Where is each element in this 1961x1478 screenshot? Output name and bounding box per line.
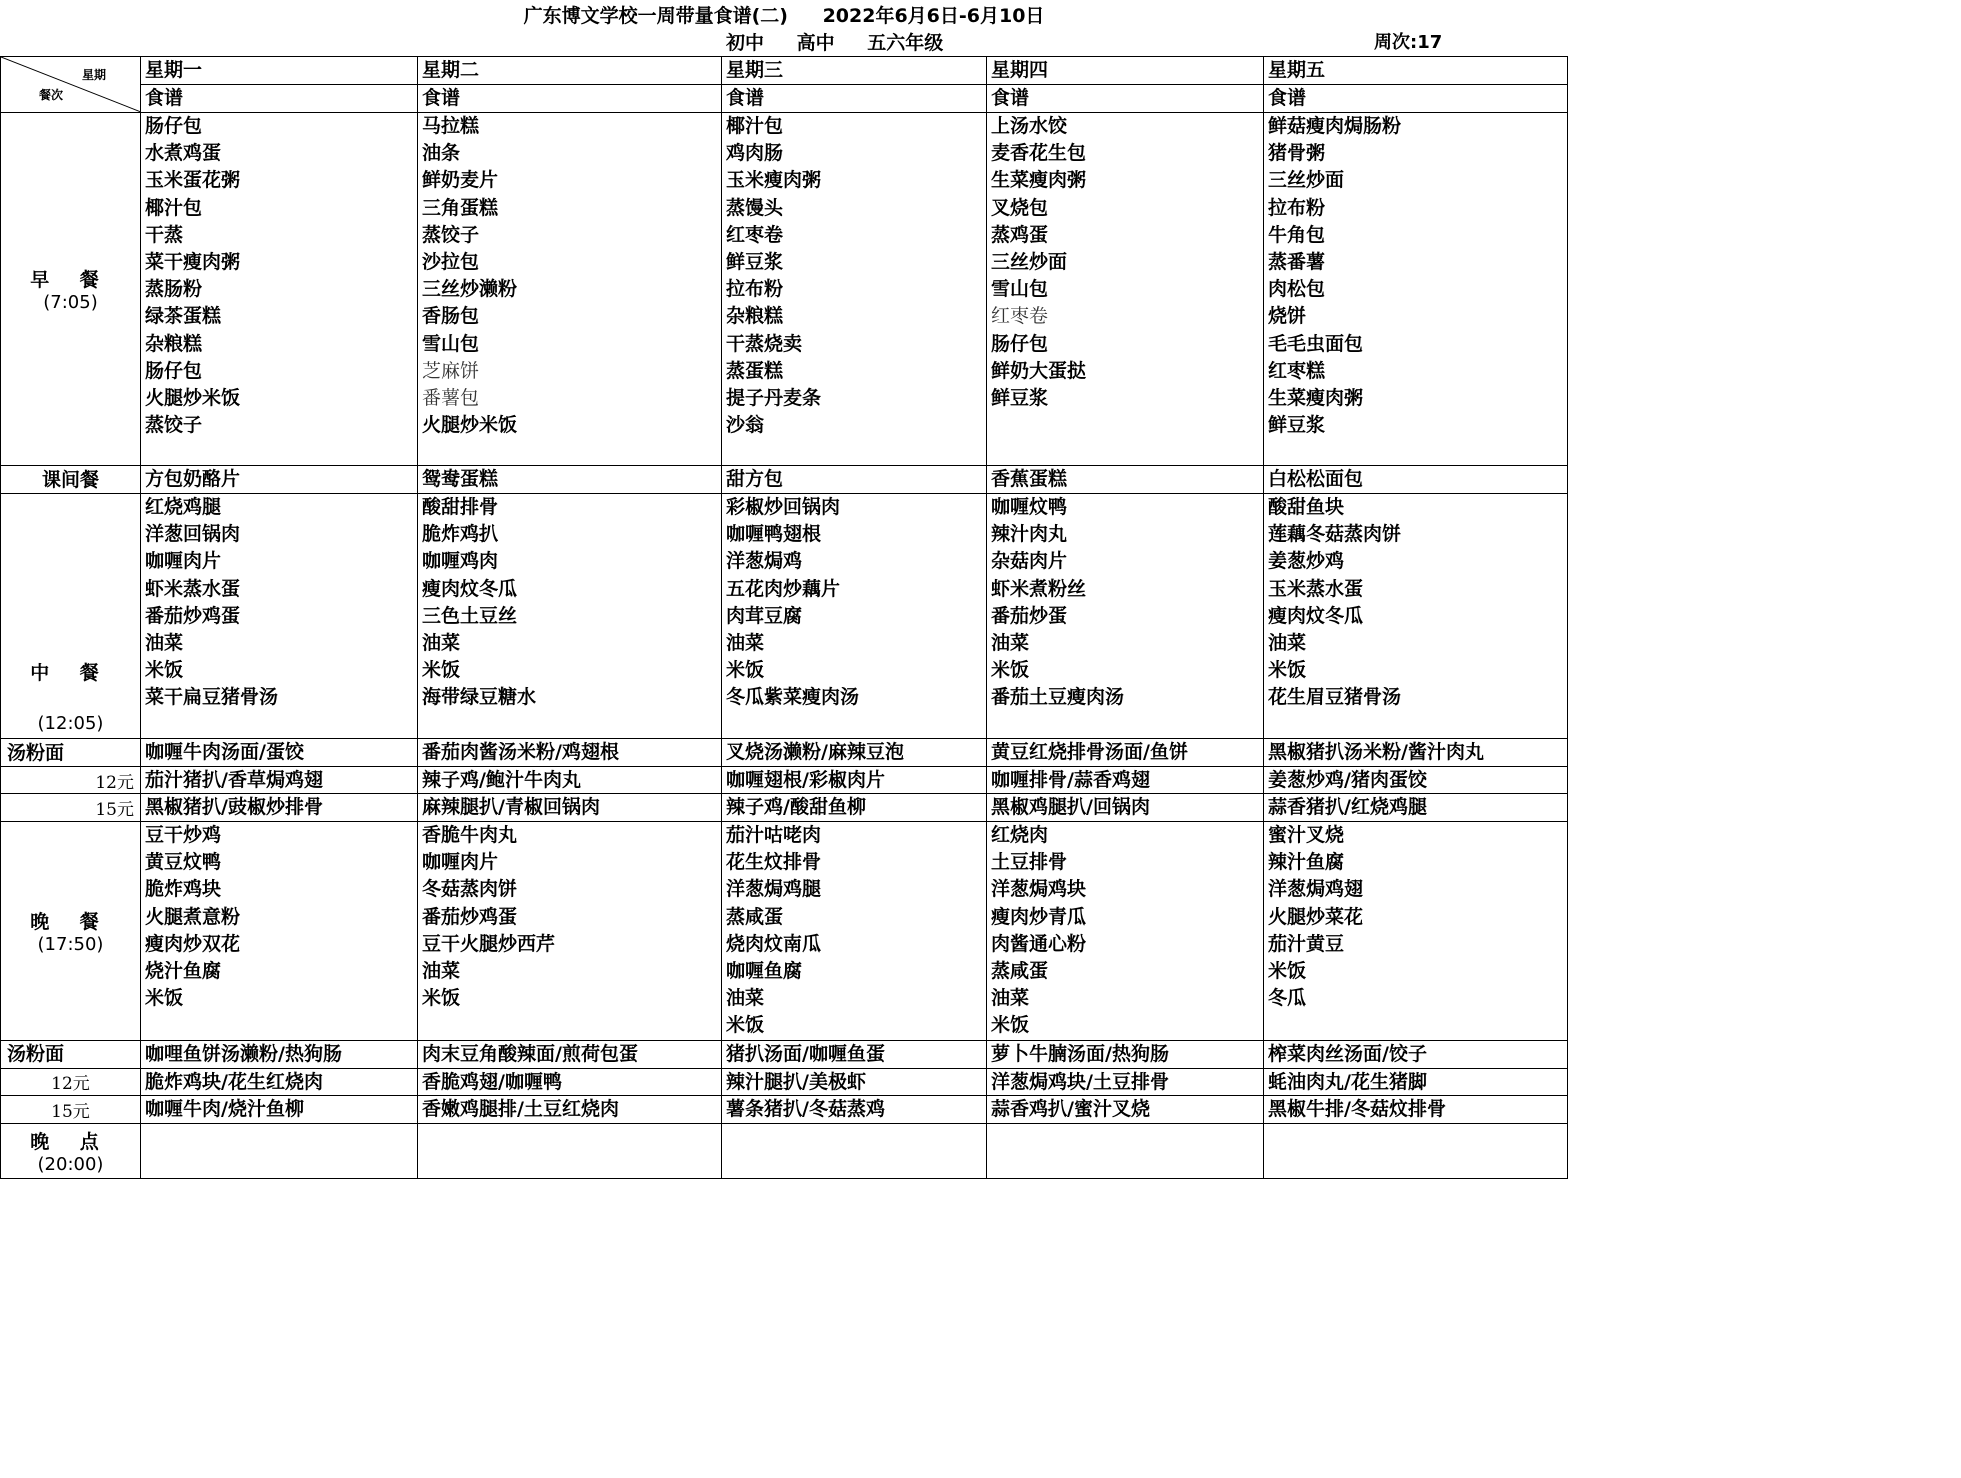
- lunch-noodle-label: 汤粉面: [1, 739, 141, 767]
- dish-item: 鲜豆浆: [991, 386, 1049, 409]
- lunch-menu: [722, 494, 987, 739]
- dish-item: 花生炆排骨: [726, 851, 822, 874]
- recipe-header: 食谱: [722, 85, 987, 113]
- dish-item: 干蒸: [145, 223, 184, 246]
- dinner-15-item: 黑椒牛排/冬菇炆排骨: [1264, 1095, 1568, 1123]
- dish-item: 雪山包: [422, 332, 480, 355]
- recipe-header: 食谱: [141, 85, 418, 113]
- dish-item: 烧肉炆南瓜: [726, 932, 822, 955]
- dish-item: 蒸饺子: [145, 414, 203, 437]
- dish-item: 提子丹麦条: [726, 386, 822, 409]
- dish-item: 香肠包: [422, 305, 480, 328]
- dish-item: 肠仔包: [145, 115, 203, 137]
- dish-item: 麦香花生包: [991, 142, 1087, 165]
- dish-item: 咖喱肉片: [145, 550, 222, 573]
- dish-item: 鲜奶麦片: [422, 169, 499, 192]
- dinner-label: [1, 822, 141, 1041]
- breakfast-menu: [722, 113, 987, 466]
- dish-item: 米饭: [991, 659, 1030, 682]
- dish-item: 洋葱焗鸡腿: [726, 878, 822, 901]
- day-header: 星期四: [987, 57, 1264, 85]
- dinner-price-15: 15元: [1, 1095, 141, 1123]
- snack-item: 鸳鸯蛋糕: [418, 466, 722, 494]
- meal-time: (12:05): [37, 713, 104, 734]
- night-snack-label: [1, 1123, 141, 1178]
- grade-label: 初中: [726, 32, 765, 54]
- night-snack-cell: [987, 1123, 1264, 1178]
- dish-item: 咖喱炆鸭: [991, 496, 1068, 518]
- breakfast-menu: [1264, 113, 1568, 466]
- dish-item: 叉烧包: [991, 196, 1049, 219]
- dish-item: 肠仔包: [991, 332, 1049, 355]
- lunch-label: [1, 494, 141, 739]
- dish-item: 油菜: [726, 631, 765, 654]
- dinner-menu: [141, 822, 418, 1041]
- dish-item: 油菜: [991, 631, 1030, 654]
- dish-item: 菜干扁豆猪骨汤: [145, 686, 279, 709]
- corner-meal-label: 餐次: [39, 88, 64, 102]
- dish-item: 黄豆炆鸭: [145, 851, 222, 874]
- dish-item: 米饭: [145, 659, 184, 682]
- day-header: 星期三: [722, 57, 987, 85]
- dish-item: 上汤水饺: [991, 115, 1068, 137]
- dish-item: 番茄炒鸡蛋: [422, 905, 518, 928]
- lunch-15-item: 黑椒猪扒/豉椒炒排骨: [141, 794, 418, 822]
- lunch-menu: [141, 494, 418, 739]
- breakfast-label: [1, 113, 141, 466]
- dish-item: 辣汁肉丸: [991, 523, 1068, 546]
- lunch-price-15: 15元: [1, 794, 141, 822]
- dinner-15-item: 咖喱牛肉/烧汁鱼柳: [141, 1095, 418, 1123]
- dish-item: 椰汁包: [726, 115, 784, 137]
- meal-name: 晚 餐: [30, 910, 111, 933]
- dish-item: 洋葱焗鸡块: [991, 878, 1087, 901]
- lunch-15-item: 辣子鸡/酸甜鱼柳: [722, 794, 987, 822]
- lunch-noodle-item: 黑椒猪扒汤米粉/酱汁肉丸: [1264, 739, 1568, 767]
- dish-item: 芝麻饼: [422, 359, 480, 382]
- day-header: 星期一: [141, 57, 418, 85]
- snack-item: 甜方包: [722, 466, 987, 494]
- dish-item: 瘦肉炒双花: [145, 932, 241, 955]
- lunch-12-item: 咖喱翅根/彩椒肉片: [722, 767, 987, 794]
- snack-item: 香蕉蛋糕: [987, 466, 1264, 494]
- dish-item: 辣汁鱼腐: [1268, 851, 1345, 874]
- dish-item: 鲜奶大蛋挞: [991, 359, 1087, 382]
- dish-item: 莲藕冬菇蒸肉饼: [1268, 523, 1402, 546]
- meal-name: 晚 点: [30, 1130, 111, 1153]
- grade-list: [726, 31, 969, 55]
- dish-item: 三角蛋糕: [422, 196, 499, 219]
- dish-item: 火腿炒米饭: [422, 414, 518, 437]
- meal-name: 中 餐: [30, 662, 111, 684]
- dish-item: 猪骨粥: [1268, 142, 1326, 165]
- dinner-12-item: 脆炸鸡块/花生红烧肉: [141, 1068, 418, 1095]
- dish-item: 红枣卷: [991, 305, 1049, 328]
- dish-item: 蒸肠粉: [145, 278, 203, 301]
- dish-item: 油菜: [145, 631, 184, 654]
- dish-item: 红烧肉: [991, 824, 1049, 846]
- dinner-noodle-item: 萝卜牛腩汤面/热狗肠: [987, 1040, 1264, 1068]
- dish-item: 油菜: [422, 959, 461, 982]
- lunch-15-item: 蒜香猪扒/红烧鸡腿: [1264, 794, 1568, 822]
- dish-item: 豆干火腿炒西芹: [422, 932, 556, 955]
- dish-item: 肉酱通心粉: [991, 932, 1087, 955]
- dish-item: 蒸番薯: [1268, 250, 1326, 273]
- dish-item: 虾米蒸水蛋: [145, 577, 241, 600]
- dish-item: 火腿炒米饭: [145, 386, 241, 409]
- dish-item: 番茄土豆瘦肉汤: [991, 686, 1125, 709]
- dinner-12-item: 辣汁腿扒/美极虾: [722, 1068, 987, 1095]
- dish-item: 米饭: [145, 987, 184, 1010]
- day-header: 星期五: [1264, 57, 1568, 85]
- dish-item: 火腿煮意粉: [145, 905, 241, 928]
- dish-item: 生菜瘦肉粥: [1268, 386, 1364, 409]
- lunch-15-item: 麻辣腿扒/青椒回锅肉: [418, 794, 722, 822]
- dish-item: 彩椒炒回锅肉: [726, 496, 841, 518]
- dish-item: 蒸馒头: [726, 196, 784, 219]
- lunch-menu: [418, 494, 722, 739]
- dish-item: 菜干瘦肉粥: [145, 250, 241, 273]
- week-number: 周次:17: [1374, 32, 1443, 53]
- lunch-noodle-item: 黄豆红烧排骨汤面/鱼饼: [987, 739, 1264, 767]
- dish-item: 脆炸鸡块: [145, 878, 222, 901]
- dish-item: 肉茸豆腐: [726, 604, 803, 627]
- dish-item: 豆干炒鸡: [145, 824, 222, 846]
- dish-item: 油菜: [991, 987, 1030, 1010]
- dish-item: 洋葱焗鸡翅: [1268, 878, 1364, 901]
- corner-header: [1, 57, 141, 113]
- dish-item: 杂粮糕: [145, 332, 203, 355]
- dish-item: 蒸咸蛋: [991, 959, 1049, 982]
- menu-table: [0, 56, 1568, 1179]
- dish-item: 拉布粉: [1268, 196, 1326, 219]
- dish-item: 冬菇蒸肉饼: [422, 878, 518, 901]
- dinner-noodle-item: 肉末豆角酸辣面/煎荷包蛋: [418, 1040, 722, 1068]
- lunch-15-item: 黑椒鸡腿扒/回锅肉: [987, 794, 1264, 822]
- dish-item: 蜜汁叉烧: [1268, 824, 1345, 846]
- dish-item: 米饭: [1268, 959, 1307, 982]
- dish-item: 水煮鸡蛋: [145, 142, 222, 165]
- night-snack-cell: [418, 1123, 722, 1178]
- lunch-noodle-item: 番茄肉酱汤米粉/鸡翅根: [418, 739, 722, 767]
- night-snack-cell: [1264, 1123, 1568, 1178]
- dinner-noodle-item: 榨菜肉丝汤面/饺子: [1264, 1040, 1568, 1068]
- dish-item: 茄汁咕咾肉: [726, 824, 822, 846]
- lunch-12-item: 姜葱炒鸡/猪肉蛋饺: [1264, 767, 1568, 794]
- corner-day-label: 星期: [81, 68, 106, 82]
- meal-time: (17:50): [37, 933, 104, 955]
- dish-item: 油菜: [1268, 631, 1307, 654]
- dish-item: 干蒸烧卖: [726, 332, 803, 355]
- snack-item: 方包奶酪片: [141, 466, 418, 494]
- dish-item: 香脆牛肉丸: [422, 824, 518, 846]
- grade-label: 五六年级: [867, 32, 944, 54]
- dish-item: 红烧鸡腿: [145, 496, 222, 518]
- dish-item: 米饭: [726, 1014, 765, 1037]
- dish-item: 油菜: [726, 987, 765, 1010]
- dinner-15-item: 香嫩鸡腿排/土豆红烧肉: [418, 1095, 722, 1123]
- dish-item: 酸甜排骨: [422, 496, 499, 518]
- dish-item: 鸡肉肠: [726, 142, 784, 165]
- dinner-12-item: 香脆鸡翅/咖喱鸭: [418, 1068, 722, 1095]
- dinner-noodle-item: 咖哩鱼饼汤濑粉/热狗肠: [141, 1040, 418, 1068]
- dish-item: 米饭: [422, 659, 461, 682]
- dish-item: 蒸咸蛋: [726, 905, 784, 928]
- dinner-15-item: 薯条猪扒/冬菇蒸鸡: [722, 1095, 987, 1123]
- school-menu-title: 广东博文学校一周带量食谱(二): [523, 5, 788, 27]
- dish-item: 脆炸鸡扒: [422, 523, 499, 546]
- dish-item: 五花肉炒藕片: [726, 577, 841, 600]
- dish-item: 三丝炒面: [991, 250, 1068, 273]
- diagonal-line: [1, 57, 141, 112]
- dish-item: 肠仔包: [145, 359, 203, 382]
- lunch-noodle-item: 叉烧汤濑粉/麻辣豆泡: [722, 739, 987, 767]
- dish-item: 冬瓜: [1268, 987, 1307, 1010]
- dinner-noodle-label: 汤粉面: [1, 1040, 141, 1068]
- dish-item: 花生眉豆猪骨汤: [1268, 686, 1402, 709]
- meal-time: (7:05): [43, 292, 98, 313]
- dish-item: 生菜瘦肉粥: [991, 169, 1087, 192]
- dish-item: 绿茶蛋糕: [145, 305, 222, 328]
- lunch-menu: [1264, 494, 1568, 739]
- dish-item: 毛毛虫面包: [1268, 332, 1364, 355]
- dish-item: 三丝炒濑粉: [422, 278, 518, 301]
- dish-item: 牛角包: [1268, 223, 1326, 246]
- meal-time: (20:00): [37, 1153, 104, 1175]
- lunch-12-item: 咖喱排骨/蒜香鸡翅: [987, 767, 1264, 794]
- dish-item: 红枣卷: [726, 223, 784, 246]
- dish-item: 番薯包: [422, 386, 480, 409]
- dish-item: 洋葱焗鸡: [726, 550, 803, 573]
- dish-item: 三丝炒面: [1268, 169, 1345, 192]
- dish-item: 沙拉包: [422, 250, 480, 273]
- dish-item: 三色土豆丝: [422, 604, 518, 627]
- breakfast-menu: [418, 113, 722, 466]
- night-snack-cell: [141, 1123, 418, 1178]
- snack-label: 课间餐: [1, 466, 141, 494]
- dish-item: 玉米蒸水蛋: [1268, 577, 1364, 600]
- dish-item: 椰汁包: [145, 196, 203, 219]
- date-range: 2022年6月6日-6月10日: [822, 5, 1045, 27]
- lunch-12-item: 茄汁猪扒/香草焗鸡翅: [141, 767, 418, 794]
- dish-item: 鲜豆浆: [1268, 414, 1326, 437]
- dish-item: 蒸饺子: [422, 223, 480, 246]
- dish-item: 瘦肉炆冬瓜: [1268, 604, 1364, 627]
- dish-item: 油菜: [422, 631, 461, 654]
- lunch-noodle-item: 咖喱牛肉汤面/蛋饺: [141, 739, 418, 767]
- dish-item: 红枣糕: [1268, 359, 1326, 382]
- dish-item: 咖喱肉片: [422, 851, 499, 874]
- dinner-12-item: 蚝油肉丸/花生猪脚: [1264, 1068, 1568, 1095]
- dish-item: 烧饼: [1268, 305, 1307, 328]
- dish-item: 鲜菇瘦肉焗肠粉: [1268, 115, 1402, 137]
- dinner-12-item: 洋葱焗鸡块/土豆排骨: [987, 1068, 1264, 1095]
- recipe-header: 食谱: [1264, 85, 1568, 113]
- night-snack-cell: [722, 1123, 987, 1178]
- lunch-menu: [987, 494, 1264, 739]
- dish-item: 洋葱回锅肉: [145, 523, 241, 546]
- dinner-15-item: 蒜香鸡扒/蜜汁叉烧: [987, 1095, 1264, 1123]
- dish-item: 蒸鸡蛋: [991, 223, 1049, 246]
- dish-item: 米饭: [1268, 659, 1307, 682]
- meal-name: 早 餐: [30, 269, 111, 291]
- dish-item: 杂菇肉片: [991, 550, 1068, 573]
- dish-item: 虾米煮粉丝: [991, 577, 1087, 600]
- dinner-menu: [722, 822, 987, 1041]
- breakfast-menu: [141, 113, 418, 466]
- dinner-menu: [418, 822, 722, 1041]
- recipe-header: 食谱: [987, 85, 1264, 113]
- dish-item: 米饭: [991, 1014, 1030, 1037]
- dish-item: 雪山包: [991, 278, 1049, 301]
- dish-item: 米饭: [726, 659, 765, 682]
- dish-item: 拉布粉: [726, 278, 784, 301]
- dinner-noodle-item: 猪扒汤面/咖喱鱼蛋: [722, 1040, 987, 1068]
- dish-item: 肉松包: [1268, 278, 1326, 301]
- dish-item: 玉米瘦肉粥: [726, 169, 822, 192]
- dish-item: 咖喱鸭翅根: [726, 523, 822, 546]
- dish-item: 茄汁黄豆: [1268, 932, 1345, 955]
- dinner-menu: [1264, 822, 1568, 1041]
- dish-item: 蒸蛋糕: [726, 359, 784, 382]
- dish-item: 番茄炒蛋: [991, 604, 1068, 627]
- dish-item: 烧汁鱼腐: [145, 959, 222, 982]
- dinner-price-12: 12元: [1, 1068, 141, 1095]
- dish-item: 油条: [422, 142, 461, 165]
- dish-item: 海带绿豆糖水: [422, 686, 537, 709]
- dish-item: 冬瓜紫菜瘦肉汤: [726, 686, 860, 709]
- dish-item: 咖喱鸡肉: [422, 550, 499, 573]
- dish-item: 鲜豆浆: [726, 250, 784, 273]
- dish-item: 咖喱鱼腐: [726, 959, 803, 982]
- lunch-price-12: 12元: [1, 767, 141, 794]
- dish-item: 土豆排骨: [991, 851, 1068, 874]
- dish-item: 米饭: [422, 987, 461, 1010]
- dish-item: 瘦肉炆冬瓜: [422, 577, 518, 600]
- dish-item: 瘦肉炒青瓜: [991, 905, 1087, 928]
- dish-item: 酸甜鱼块: [1268, 496, 1345, 518]
- recipe-header: 食谱: [418, 85, 722, 113]
- dish-item: 火腿炒菜花: [1268, 905, 1364, 928]
- grade-label: 高中: [796, 32, 835, 54]
- dish-item: 玉米蛋花粥: [145, 169, 241, 192]
- dish-item: 杂粮糕: [726, 305, 784, 328]
- dish-item: 番茄炒鸡蛋: [145, 604, 241, 627]
- snack-item: 白松松面包: [1264, 466, 1568, 494]
- dish-item: 沙翁: [726, 414, 765, 437]
- breakfast-menu: [987, 113, 1264, 466]
- day-header: 星期二: [418, 57, 722, 85]
- page-title: [0, 4, 1568, 28]
- lunch-12-item: 辣子鸡/鲍汁牛肉丸: [418, 767, 722, 794]
- dinner-menu: [987, 822, 1264, 1041]
- dish-item: 马拉糕: [422, 115, 480, 137]
- dish-item: 姜葱炒鸡: [1268, 550, 1345, 573]
